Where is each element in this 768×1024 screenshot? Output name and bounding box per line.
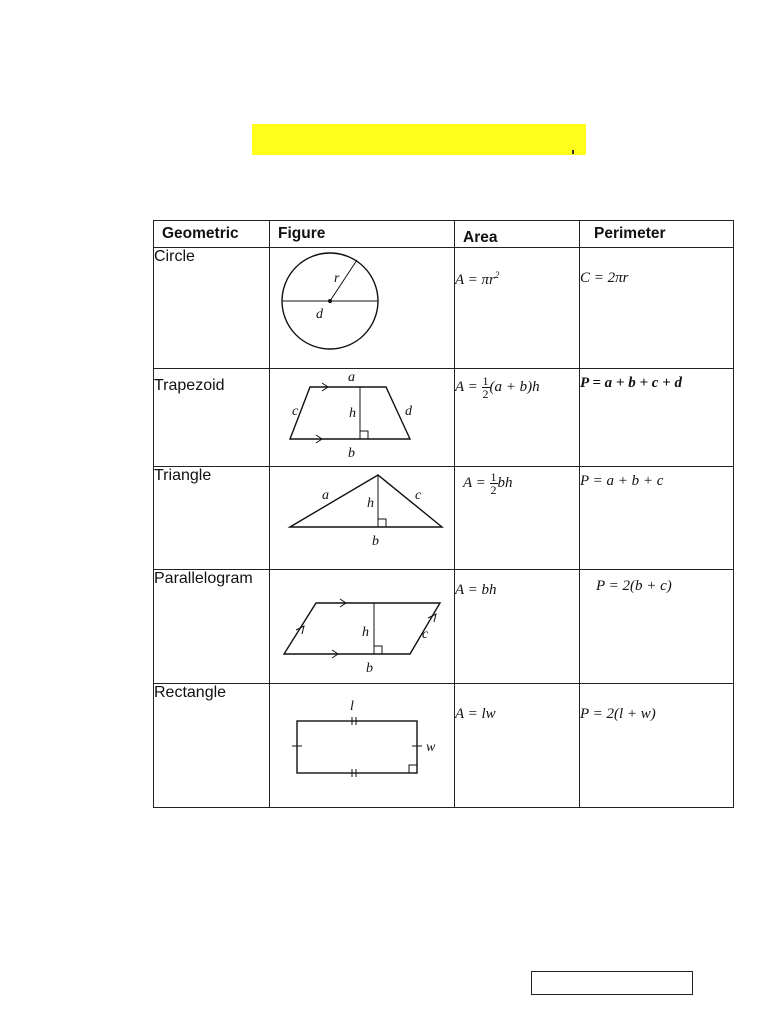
header-row <box>154 221 734 248</box>
table-row <box>154 570 734 684</box>
table-row <box>154 467 734 570</box>
label-b: b <box>372 534 379 549</box>
shape-name: Circle <box>154 248 270 369</box>
figure-cell <box>270 467 455 570</box>
area-formula: A = $\frac{1}{2}$ bh <box>455 467 580 570</box>
label-b: b <box>366 661 373 676</box>
figure-cell <box>270 369 455 467</box>
geometry-formula-table <box>153 220 734 808</box>
stray-mark <box>572 150 574 154</box>
perimeter-formula: P = 2(b + c) <box>580 570 734 684</box>
perimeter-formula: P = 2(l + w) <box>580 684 734 808</box>
table-row <box>154 369 734 467</box>
header-area: Area <box>455 221 580 248</box>
header-perimeter: Perimeter <box>580 221 734 248</box>
label-w: w <box>426 740 436 755</box>
area-formula: A = $\frac{1}{2}$ (a + b)h <box>455 369 580 467</box>
label-a: a <box>348 370 355 385</box>
label-c: c <box>415 488 422 503</box>
shape-name: Parallelogram <box>154 570 270 684</box>
header-geometric: Geometric <box>154 221 270 248</box>
area-formula: A = lw <box>455 684 580 808</box>
label-b: b <box>348 446 355 461</box>
label-d: d <box>316 307 323 322</box>
label-h: h <box>367 496 374 511</box>
perimeter-formula: P = a + b + c <box>580 467 734 570</box>
figure-cell <box>270 248 455 369</box>
triangle-figure <box>270 467 455 564</box>
empty-box <box>531 971 693 995</box>
header-figure: Figure <box>270 221 455 248</box>
parallelogram-figure <box>270 570 455 678</box>
label-c: c <box>292 404 299 419</box>
perimeter-formula: C = 2πr <box>580 248 734 369</box>
label-h: h <box>362 625 369 640</box>
figure-cell <box>270 570 455 684</box>
area-formula: A = bh <box>455 570 580 684</box>
shape-name: Rectangle <box>154 684 270 808</box>
shape-name: Triangle <box>154 467 270 570</box>
circle-figure <box>270 248 455 363</box>
table-row <box>154 248 734 369</box>
trapezoid-figure <box>270 369 455 461</box>
shape-name: Trapezoid <box>154 369 270 467</box>
area-formula: $A = \pi r^2$ <box>455 248 580 369</box>
figure-cell <box>270 684 455 808</box>
rectangle-figure <box>270 684 455 802</box>
table-row <box>154 684 734 808</box>
label-h: h <box>349 406 356 421</box>
perimeter-formula: P = a + b + c + d <box>580 369 734 467</box>
label-r: r <box>334 271 340 286</box>
label-l: l <box>350 699 354 714</box>
label-c: c <box>422 627 429 642</box>
label-a: a <box>322 488 329 503</box>
label-d: d <box>405 404 412 419</box>
highlighted-title-bar <box>252 124 586 155</box>
